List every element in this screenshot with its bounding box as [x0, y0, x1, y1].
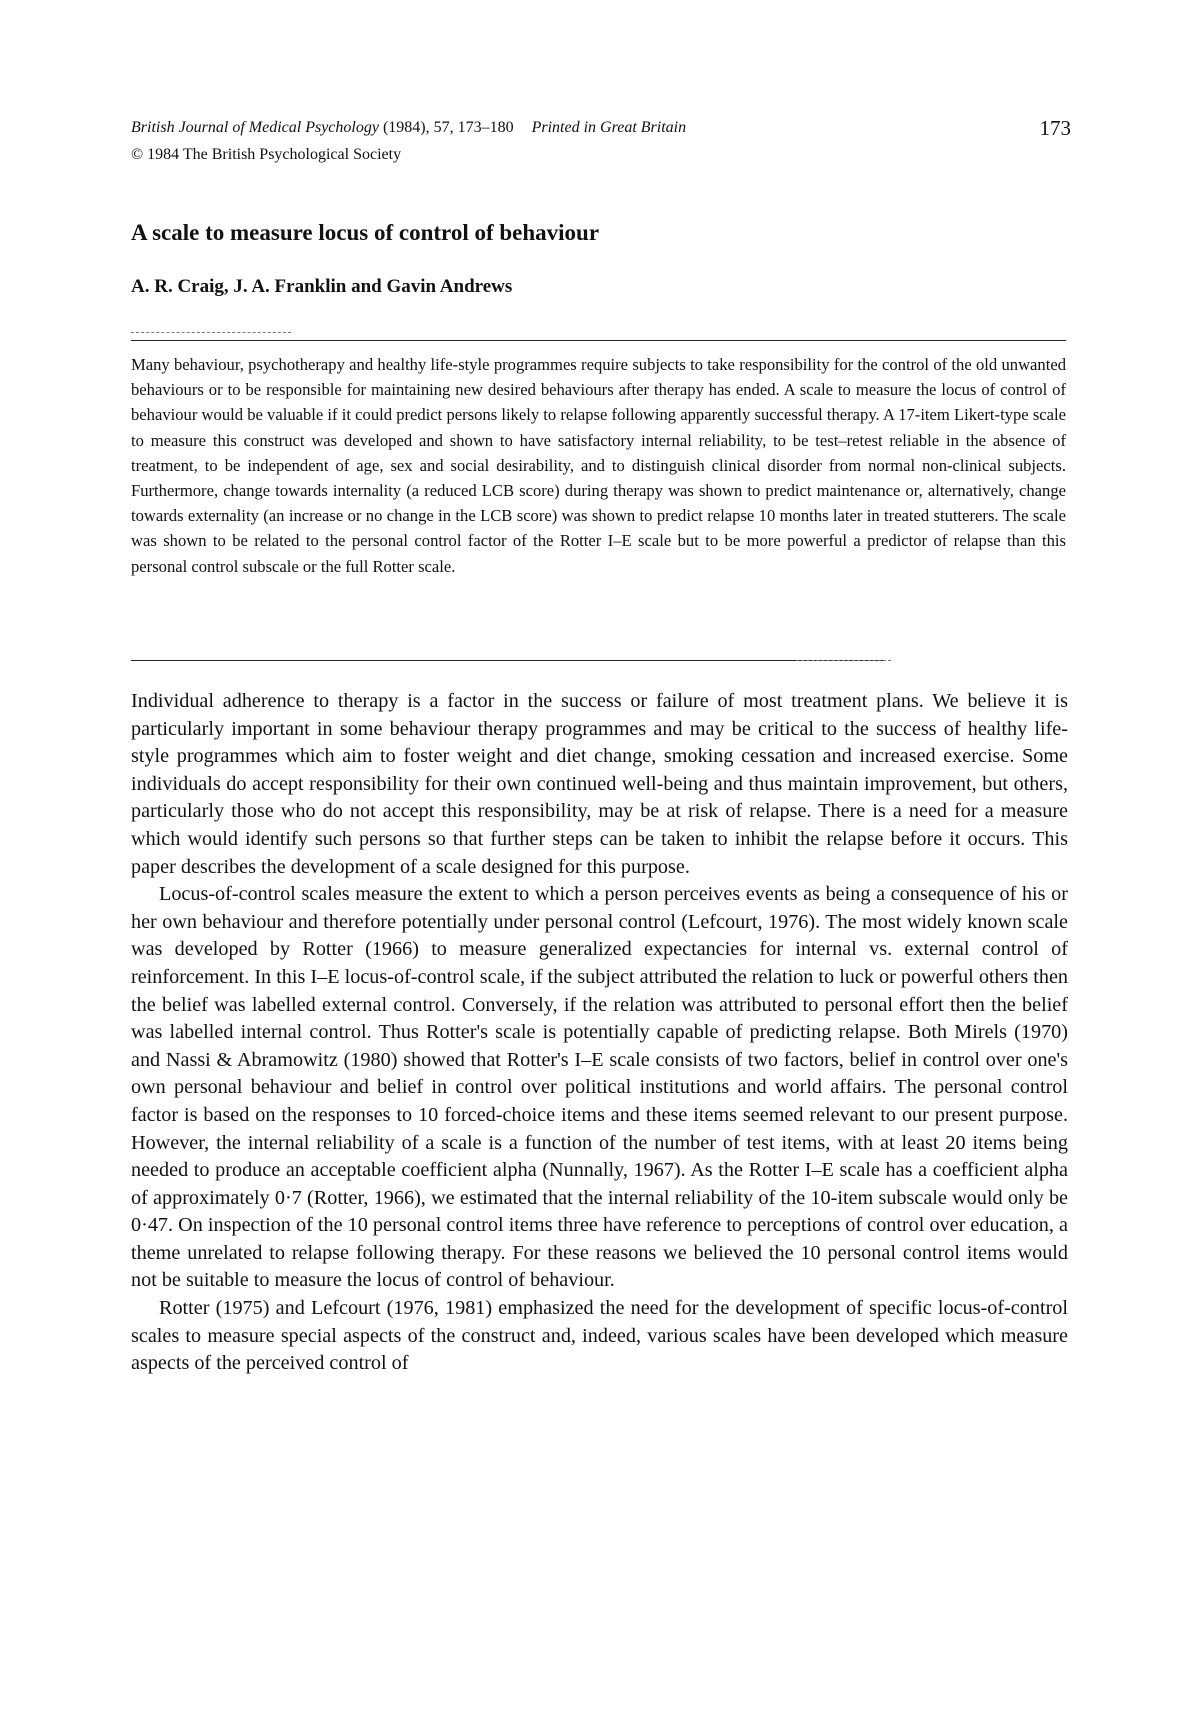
running-header: [131, 117, 1071, 139]
abstract: Many behaviour, psychotherapy and healthy life-style programmes require subjects to take responsibility for the control of the old unwanted behaviours or to be responsible for maintaining new desired behaviours after therapy has ended. A scale to measure the locus of control of behaviour would be valuable if it could predict persons likely to relapse following apparently successful therapy. A 17-item Likert-type scale to measure this construct was developed and shown to have satisfactory internal reliability, to be test–retest reliable in the absence of treatment, to be independent of age, sex and social desirability, and to distinguish clinical disorder from normal non-clinical subjects. Furthermore, change towards internality (a reduced LCB score) during therapy was shown to predict maintenance or, alternatively, change towards externality (an increase or no change in the LCB score) was shown to predict relapse 10 months later in treated stutterers. The scale was shown to be related to the personal control factor of the Rotter I–E scale but to be more powerful a predictor of relapse than this personal control subscale or the full Rotter scale.: [131, 355, 1066, 576]
abstract-top-rule: [131, 340, 1066, 341]
printed-in: Printed in Great Britain: [531, 119, 687, 136]
journal-details: (1984), 57, 173–180: [382, 119, 514, 136]
body-paragraph: Individual adherence to therapy is a factor in the success or failure of most treatment plans. We believe it is particularly important in some behaviour therapy programmes and may be critical to the success of healthy life-style programmes which aim to foster weight and diet change, smoking cessation and increased exercise. Some individuals do accept responsibility for their own continued well-being and thus maintain improvement, but others, particularly those who do not accept this responsibility, may be at risk of relapse. There is a need for a measure which would identify such persons so that further steps can be taken to inhibit the relapse before it occurs. This paper describes the development of a scale designed for this purpose.: [131, 690, 1068, 878]
article-body: [131, 688, 1068, 1378]
body-paragraph: Locus-of-control scales measure the extent to which a person perceives events as being a consequence of his or her own behaviour and therefore potentially under personal control (Lefcourt, 1976). The most widely known scale was developed by Rotter (1966) to measure generalized expectancies for internal vs. external control of reinforcement. In this I–E locus-of-control scale, if the subject attributed the relation to luck or powerful others then the belief was labelled external control. Conversely, if the relation was attributed to personal effort then the belief was labelled internal control. Thus Rotter's scale is potentially capable of predicting relapse. Both Mirels (1970) and Nassi & Abramowitz (1980) showed that Rotter's I–E scale consists of two factors, belief in control over one's own personal behaviour and belief in control over political institutions and world affairs. The personal control factor is based on the responses to 10 forced-choice items and these items seemed relevant to our present purpose. However, the internal reliability of a scale is a function of the number of test items, with at least 20 items being needed to produce an acceptable coefficient alpha (Nunnally, 1967). As the Rotter I–E scale has a coefficient alpha of approximately 0·7 (Rotter, 1966), we estimated that the internal reliability of the 10-item subscale would only be 0·47. On inspection of the 10 personal control items three have reference to perceptions of control over education, a theme unrelated to relapse following therapy. For these reasons we believed the 10 personal control items would not be suitable to measure the locus of control of behaviour.: [131, 883, 1068, 1292]
abstract-bottom-rule: [131, 660, 886, 661]
abstract-top-rule-fragment: [131, 332, 291, 333]
author-list: A. R. Craig, J. A. Franklin and Gavin Andrews: [131, 276, 513, 297]
journal-name: British Journal of Medical Psychology: [131, 119, 379, 136]
copyright-line: © 1984 The British Psychological Society: [131, 146, 402, 163]
article-title: A scale to measure locus of control of behaviour: [131, 220, 600, 245]
page-number: 173: [1039, 116, 1071, 140]
abstract-bottom-rule-fragment: [796, 660, 891, 661]
body-paragraph: Rotter (1975) and Lefcourt (1976, 1981) emphasized the need for the development of specific locus-of-control scales to measure special aspects of the construct and, indeed, various scales have been developed which measure aspects of the perceived control of: [131, 1297, 1068, 1375]
